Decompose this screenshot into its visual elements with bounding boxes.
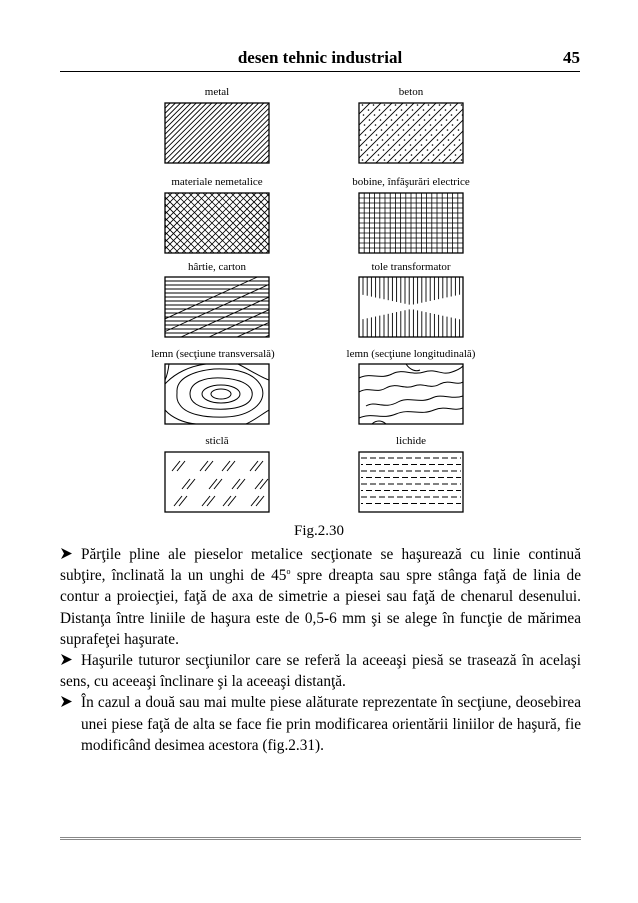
label-lemn-transversal: lemn (secţiune transversală) [151, 348, 275, 360]
paragraph-1-start: Părţile pline ale pieselor metalice secţionate se haşurează cu linie continuă subţire, înclinată la un unghi de 45 [60, 546, 581, 585]
arrow-bullet-icon [60, 544, 81, 565]
footer-rule [60, 837, 581, 840]
swatch-lemn-transversal [165, 364, 269, 424]
degree-mark: o [286, 567, 291, 577]
body-text [60, 544, 581, 756]
paragraph-3-text: În cazul a două sau mai multe piese alăturate reprezentate în secţiune, deosebirea unei piese faţă de alta se face fie prin modificarea orientării liniilor de haşură, fie modificând desimea acestora (fig.2.31). [81, 694, 581, 754]
label-tole-transformator: tole transformator [371, 261, 451, 273]
paragraph-3 [60, 692, 581, 756]
swatch-beton [299, 103, 524, 163]
label-lemn-longitudinal: lemn (secţiune longitudinală) [346, 348, 476, 360]
swatch-lemn-longitudinal [359, 364, 463, 424]
paragraph-1-end: spre dreapta sau spre stânga faţă de linia de contur a proiecţiei, faţă de axa de simetrie a piesei sau faţă de chenarul desenului. Distanţa între liniile de haşura este de 0,5-6 mm şi se alege în funcţie de mărimea suprafeţei haşurate. [60, 567, 582, 648]
swatch-materiale-nemetalice [105, 193, 326, 253]
swatch-lichide [359, 452, 463, 512]
swatch-tole-transformator [359, 277, 463, 337]
label-hartie-carton: hârtie, carton [187, 261, 247, 273]
header-title: desen tehnic industrial [237, 48, 403, 67]
label-lichide: lichide [396, 435, 426, 447]
paragraph-2-text: Haşurile tuturor secţiunilor care se referă la aceeaşi piesă se trasează în acelaşi sens, cu aceeaşi înclinare şi la aceeaşi distanţă. [60, 652, 581, 691]
arrow-bullet-icon [60, 692, 81, 713]
label-bobine: bobine, înfăşurări electrice [352, 176, 470, 188]
paragraph-1 [60, 544, 581, 650]
label-materiale-nemetalice: materiale nemetalice [171, 176, 263, 188]
page-number: 45 [563, 48, 580, 67]
swatch-sticla [165, 452, 269, 512]
label-beton: beton [398, 86, 424, 98]
label-metal: metal [204, 86, 230, 98]
figure-caption: Fig.2.30 [293, 523, 344, 539]
swatch-bobine [359, 193, 463, 253]
paragraph-2 [60, 650, 581, 692]
label-sticla: sticlă [205, 435, 229, 447]
swatch-metal [105, 103, 326, 163]
arrow-bullet-icon [60, 650, 81, 671]
